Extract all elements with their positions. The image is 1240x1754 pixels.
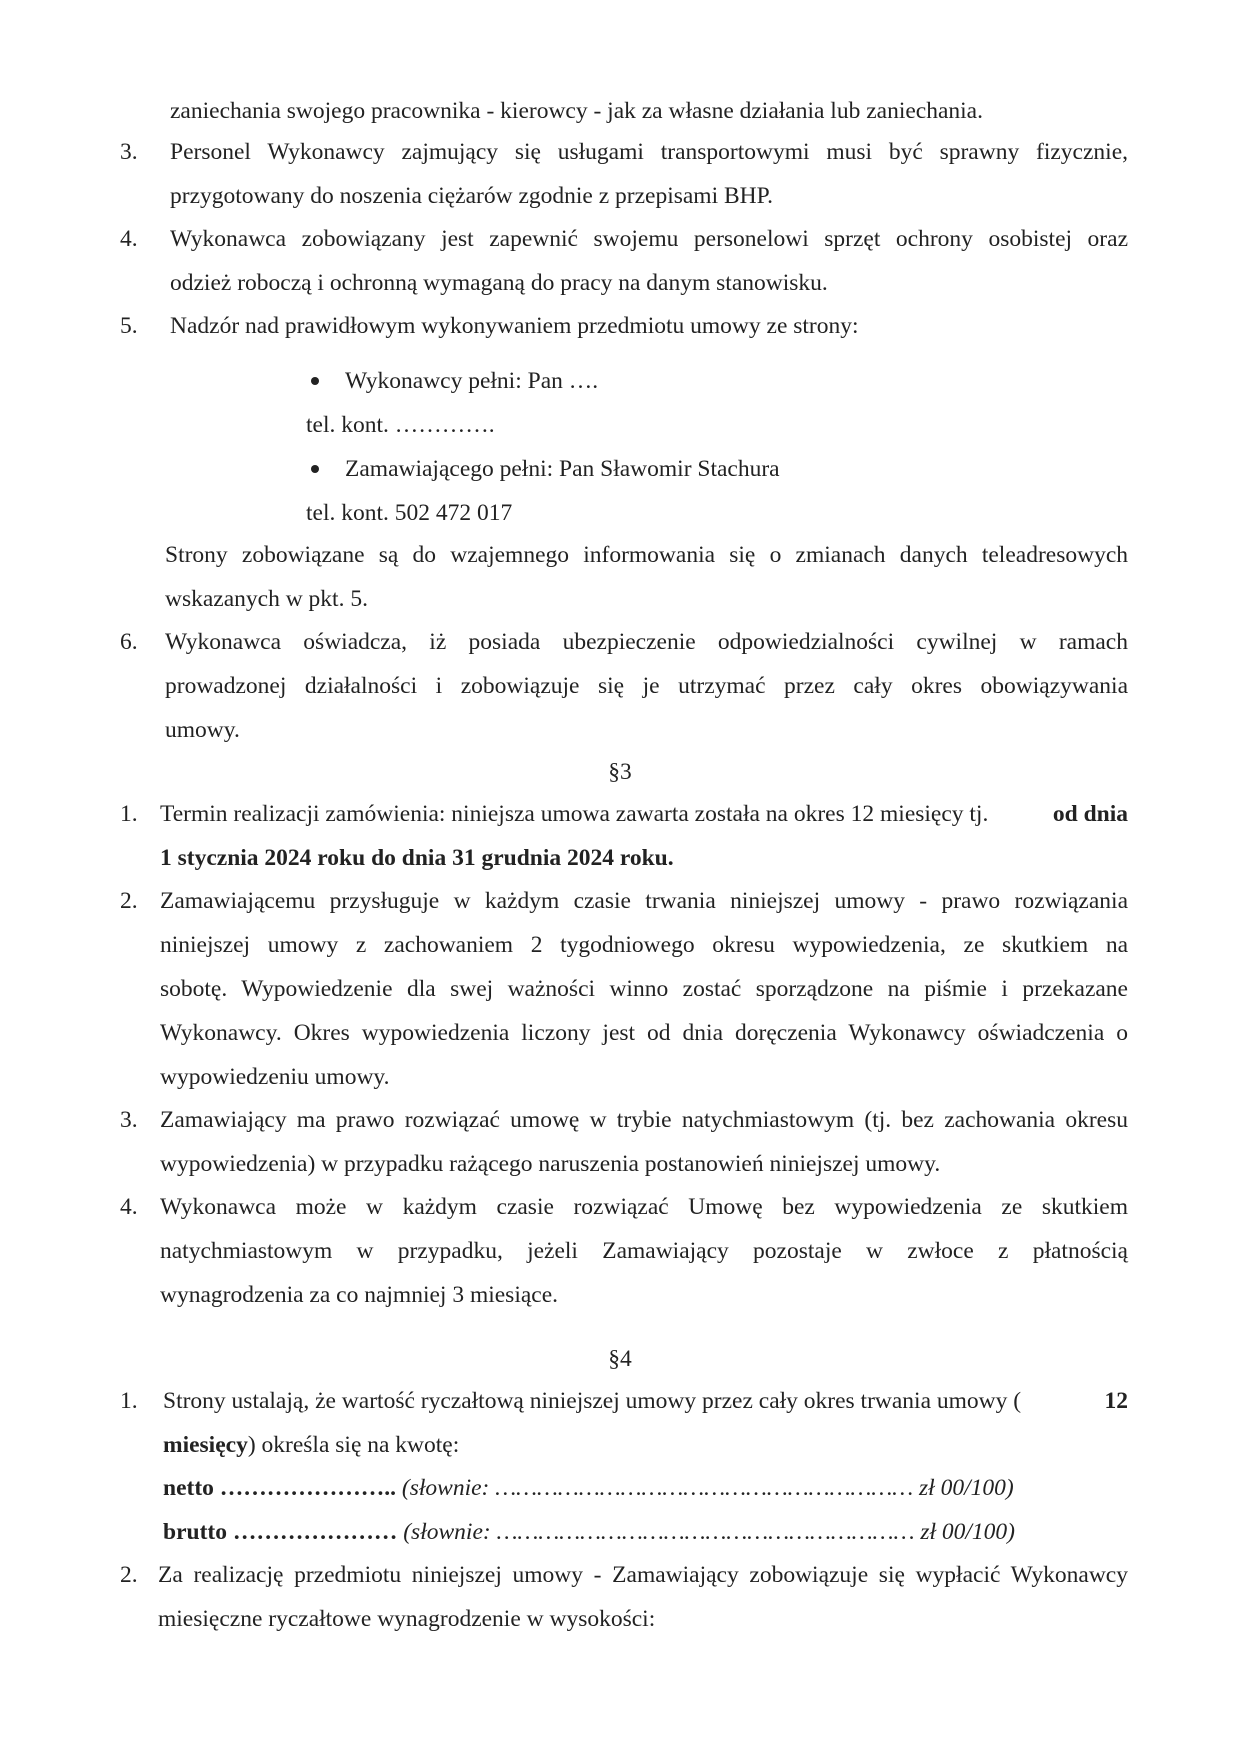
paragraph-line: Personel Wykonawcy zajmujący się usługami transportowymi musi być sprawny fizycznie,	[170, 139, 1128, 165]
continuation-line: zaniechania swojego pracownika - kierowcy - jak za własne działania lub zaniechania.	[170, 98, 983, 124]
brutto-row	[163, 1517, 1015, 1547]
paragraph-line: sobotę. Wypowiedzenie dla swej ważności winno zostać sporządzone na piśmie i przekazane	[160, 976, 1128, 1002]
brutto-in-words: (słownie: …………………………………………………… zł 00/100)	[403, 1519, 1016, 1545]
contractor-supervisor: Wykonawcy pełni: Pan ….	[345, 368, 599, 394]
paragraph-line: przygotowany do noszenia ciężarów zgodnie z przepisami BHP.	[170, 183, 773, 209]
paragraph-line: prowadzonej działalności i zobowiązuje się je utrzymać przez cały okres obowiązywania	[165, 673, 1128, 699]
paragraph-line: niniejszej umowy z zachowaniem 2 tygodniowego okresu wypowiedzenia, ze skutkiem na	[160, 932, 1128, 958]
months-bold: 12	[1104, 1388, 1128, 1414]
netto-row	[163, 1473, 1014, 1503]
paragraph-line: Zamawiającemu przysługuje w każdym czasie trwania niniejszej umowy - prawo rozwiązania	[160, 888, 1128, 914]
paragraph-line: wypowiedzenia) w przypadku rażącego naruszenia postanowień niniejszej umowy.	[160, 1151, 941, 1177]
paragraph-line: odzież roboczą i ochronną wymaganą do pracy na danym stanowisku.	[170, 270, 828, 296]
item-number: 6.	[120, 629, 138, 655]
paragraph-line: umowy.	[165, 717, 240, 743]
paragraph-line	[163, 1386, 1128, 1416]
item-number: 4.	[120, 226, 138, 252]
item-number: 1.	[120, 1388, 138, 1414]
section-heading-4: §4	[608, 1346, 632, 1372]
item-number: 2.	[120, 888, 138, 914]
section-heading-3: §3	[608, 759, 632, 785]
item-number: 1.	[120, 801, 138, 827]
term-start-bold: od dnia	[1052, 801, 1128, 827]
paragraph-line	[160, 799, 1128, 829]
paragraph-line: Wykonawca zobowiązany jest zapewnić swojemu personelowi sprzęt ochrony osobistej oraz	[170, 226, 1128, 252]
netto-in-words: (słownie: …………………………………………………… zł 00/100)	[401, 1475, 1014, 1501]
bullet-icon	[311, 377, 319, 385]
paragraph-line: Zamawiający ma prawo rozwiązać umowę w trybie natychmiastowym (tj. bez zachowania okresu	[160, 1107, 1128, 1133]
amount-intro: ) określa się na kwotę:	[247, 1432, 460, 1458]
paragraph-line: Nadzór nad prawidłowym wykonywaniem przedmiotu umowy ze strony:	[170, 313, 859, 339]
paragraph-line: miesięczne ryczałtowe wynagrodzenie w wysokości:	[158, 1606, 656, 1632]
months-word-bold: miesięcy	[163, 1432, 248, 1458]
term-text: Termin realizacji zamówienia: niniejsza umowa zawarta została na okres 12 miesięcy tj.	[160, 801, 989, 827]
client-supervisor: Zamawiającego pełni: Pan Sławomir Stachura	[345, 456, 780, 482]
item-number: 3.	[120, 1107, 138, 1133]
item-number: 5.	[120, 313, 138, 339]
paragraph-line: Wykonawca może w każdym czasie rozwiązać Umowę bez wypowiedzenia ze skutkiem	[160, 1194, 1128, 1220]
item-number: 3.	[120, 139, 138, 165]
value-text: Strony ustalają, że wartość ryczałtową niniejszej umowy przez cały okres trwania umowy (	[163, 1388, 1022, 1414]
client-phone: tel. kont. 502 472 017	[306, 500, 513, 526]
paragraph-line: wypowiedzeniu umowy.	[160, 1064, 390, 1090]
paragraph-line: Wykonawcy. Okres wypowiedzenia liczony jest od dnia doręczenia Wykonawcy oświadczenia o	[160, 1020, 1128, 1046]
paragraph-line	[163, 1430, 459, 1460]
bullet-icon	[311, 465, 319, 473]
paragraph-line: natychmiastowym w przypadku, jeżeli Zamawiający pozostaje w zwłoce z płatnością	[160, 1238, 1128, 1264]
item-number: 4.	[120, 1194, 138, 1220]
paragraph-line: Strony zobowiązane są do wzajemnego informowania się o zmianach danych teleadresowych	[165, 542, 1128, 568]
paragraph-line: Wykonawca oświadcza, iż posiada ubezpieczenie odpowiedzialności cywilnej w ramach	[165, 629, 1128, 655]
paragraph-line: Za realizację przedmiotu niniejszej umowy - Zamawiający zobowiązuje się wypłacić Wykonawcy	[158, 1562, 1128, 1588]
paragraph-line: wskazanych w pkt. 5.	[165, 586, 368, 612]
item-number: 2.	[120, 1562, 138, 1588]
paragraph-line: wynagrodzenia za co najmniej 3 miesiące.	[160, 1282, 559, 1308]
netto-label: netto …………………..	[163, 1475, 397, 1501]
brutto-label: brutto …………………	[163, 1519, 398, 1545]
term-dates-bold: 1 stycznia 2024 roku do dnia 31 grudnia 2024 roku.	[160, 845, 674, 871]
contractor-phone: tel. kont. ………….	[306, 412, 495, 438]
